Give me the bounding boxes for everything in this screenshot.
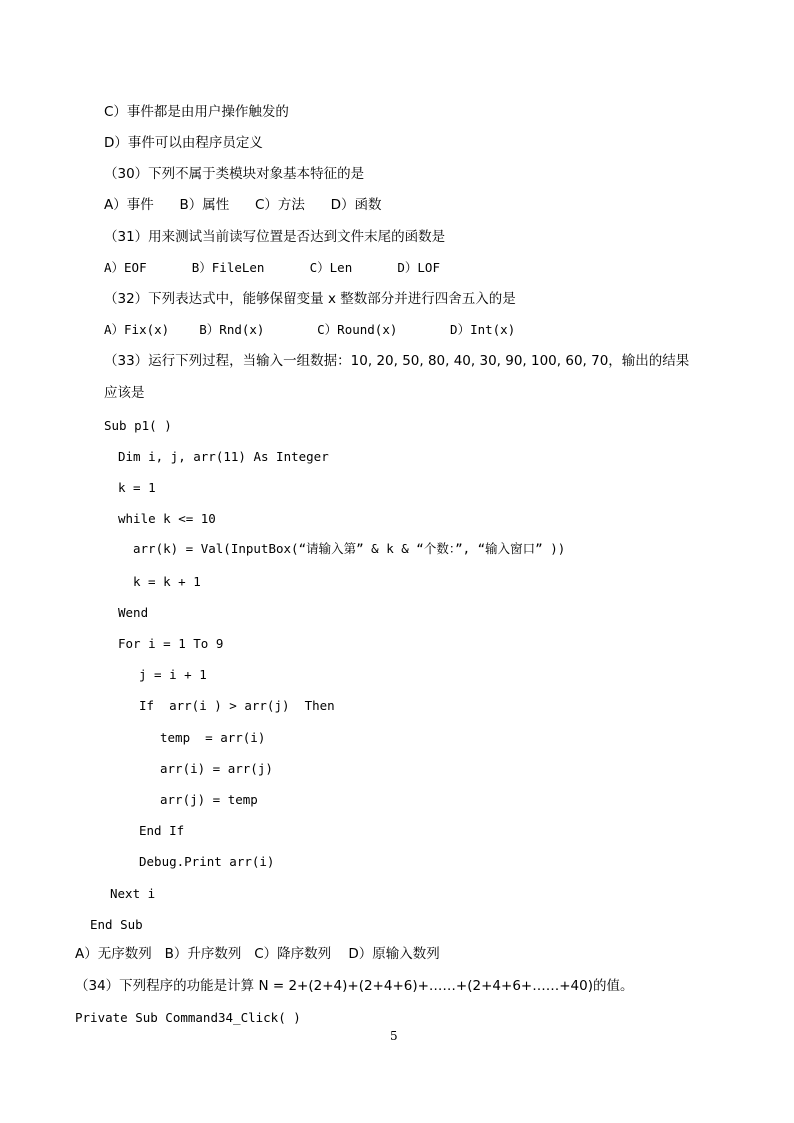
code-line: k = k + 1 [133, 574, 201, 589]
question-32: （32）下列表达式中，能够保留变量 x 整数部分并进行四舍五入的是 [104, 291, 516, 307]
code-line: End If [139, 823, 185, 838]
question-33-continued: 应该是 [104, 385, 145, 401]
code-line: Private Sub Command34_Click( ) [75, 1010, 301, 1025]
code-line: For i = 1 To 9 [118, 636, 224, 651]
option-d-text: D）事件可以由程序员定义 [104, 135, 263, 151]
code-line: temp = arr(i) [160, 730, 266, 745]
code-line: arr(j) = temp [160, 792, 258, 807]
code-line: k = 1 [118, 480, 156, 495]
code-line: Next i [110, 886, 156, 901]
code-line: arr(k) = Val(InputBox(“请输入第” & k & “个数：”, “输入窗口” )) [133, 541, 566, 556]
code-line: End Sub [90, 917, 143, 932]
code-line: Debug.Print arr(i) [139, 854, 275, 869]
code-line: j = i + 1 [139, 667, 207, 682]
code-line: Wend [118, 605, 149, 620]
question-31: （31）用来测试当前读写位置是否达到文件末尾的函数是 [104, 229, 446, 245]
code-line: Dim i, j, arr(11) As Integer [118, 449, 329, 464]
code-line: If arr(i ) > arr(j) Then [139, 698, 335, 713]
option-c-text: C）事件都是由用户操作触发的 [104, 104, 289, 120]
question-33: （33）运行下列过程，当输入一组数据：10, 20, 50, 80, 40, 30, 90, 100, 60, 70，输出的结果 [104, 353, 690, 369]
question-31-options: A）EOF B）FileLen C）Len D）LOF [104, 260, 440, 275]
code-line: Sub p1( ) [104, 418, 172, 433]
question-30-options: A）事件 B）属性 C）方法 D）函数 [104, 197, 382, 213]
question-32-options: A）Fix(x) B）Rnd(x) C）Round(x) D）Int(x) [104, 322, 516, 337]
code-line: arr(i) = arr(j) [160, 761, 273, 776]
question-30: （30）下列不属于类模块对象基本特征的是 [104, 166, 365, 182]
code-line: while k <= 10 [118, 511, 216, 526]
question-34: （34）下列程序的功能是计算 N = 2+(2+4)+(2+4+6)+……+(2+4+6+……+40)的值。 [75, 978, 634, 994]
question-33-options: A）无序数列 B）升序数列 C）降序数列 D）原输入数列 [75, 946, 440, 962]
page-number: 5 [390, 1029, 398, 1043]
